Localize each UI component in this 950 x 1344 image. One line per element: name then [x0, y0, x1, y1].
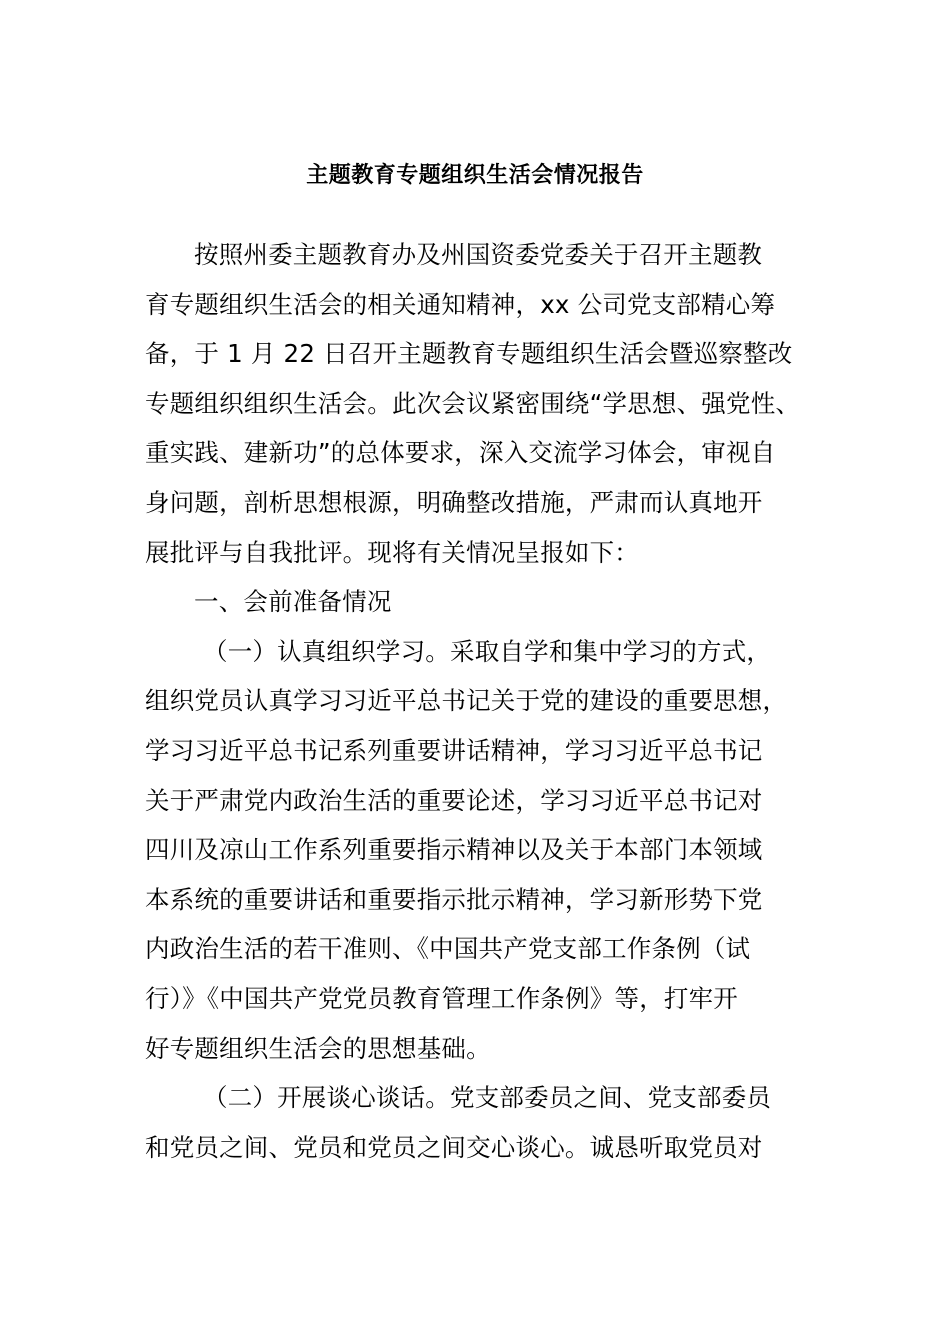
paragraph-line: 备，于 1 月 22 日召开主题教育专题组织生活会暨巡察整改 [145, 339, 793, 369]
document-body [145, 230, 805, 1172]
paragraph-line: 按照州委主题教育办及州国资委党委关于召开主题教 [194, 240, 763, 269]
paragraph-line: 身问题，剖析思想根源，明确整改措施，严肃而认真地开 [145, 487, 763, 517]
paragraph-line: 专题组织组织生活会。此次会议紧密围绕“学思想、强党性、 [145, 388, 801, 418]
subsection-line: （二）开展谈心谈话。党支部委员之间、党支部委员 [203, 1083, 772, 1113]
paragraph-line: 本系统的重要讲话和重要指示批示精神，学习新形势下党 [145, 884, 763, 914]
paragraph-line: 重实践、建新功”的总体要求，深入交流学习体会，审视自 [145, 438, 776, 468]
document-title: 主题教育专题组织生活会情况报告 [306, 163, 644, 188]
paragraph-line: 育专题组织生活会的相关通知精神，xx 公司党支部精心筹 [145, 289, 776, 319]
paragraph-line: 组织党员认真学习习近平总书记关于党的建设的重要思想， [145, 686, 788, 716]
paragraph-line: 四川及凉山工作系列重要指示精神以及关于本部门本领域 [145, 835, 763, 865]
paragraph-line: 行）》《中国共产党党员教育管理工作条例》等，打牢开 [145, 983, 738, 1013]
section-heading: 一、会前准备情况 [194, 587, 392, 617]
paragraph-line: 关于严肃党内政治生活的重要论述，学习习近平总书记对 [145, 785, 763, 815]
paragraph-line: 和党员之间、党员和党员之间交心谈心。诚恳听取党员对 [145, 1132, 763, 1162]
paragraph-line: 学习习近平总书记系列重要讲话精神，学习习近平总书记 [145, 735, 763, 765]
paragraph-line: 内政治生活的若干准则、《中国共产党支部工作条例（试 [145, 934, 751, 964]
subsection-line: （一）认真组织学习。采取自学和集中学习的方式， [203, 636, 772, 666]
paragraph-line: 展批评与自我批评。现将有关情况呈报如下： [145, 537, 639, 567]
paragraph-line: 好专题组织生活会的思想基础。 [145, 1033, 491, 1063]
